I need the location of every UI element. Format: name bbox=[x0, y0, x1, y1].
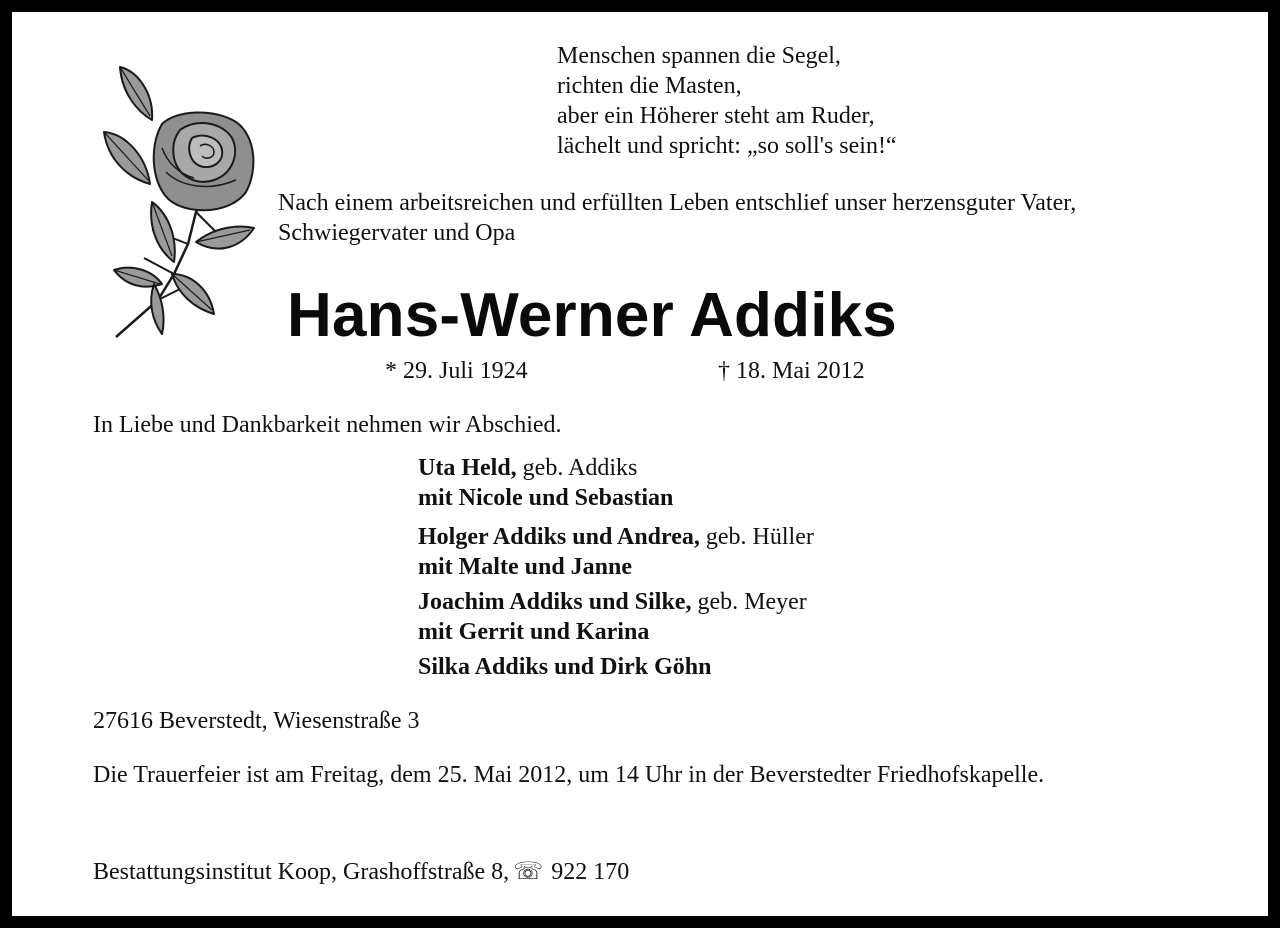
family-maiden-name: geb. Addiks bbox=[522, 455, 638, 481]
obituary-card bbox=[12, 12, 1268, 916]
ceremony-info: Die Trauerfeier ist am Freitag, dem 25. Mai 2012, um 14 Uhr in der Beverstedter Friedhofskapelle. bbox=[93, 762, 1045, 788]
family-name: Uta Held, bbox=[418, 455, 517, 481]
poem-line: Menschen spannen die Segel, bbox=[557, 43, 841, 69]
poem bbox=[557, 41, 897, 161]
poem-line: lächelt und spricht: „so soll's sein!“ bbox=[557, 133, 897, 159]
deceased-name: Hans-Werner Addiks bbox=[287, 281, 897, 350]
family-children: mit Gerrit und Karina bbox=[418, 619, 650, 645]
family-name: Holger Addiks und Andrea, bbox=[418, 524, 700, 550]
family-group bbox=[418, 522, 814, 582]
address: 27616 Beverstedt, Wiesenstraße 3 bbox=[93, 708, 420, 734]
birth-date: * 29. Juli 1924 bbox=[385, 358, 528, 384]
family-children: mit Nicole und Sebastian bbox=[418, 485, 674, 511]
rose-illustration bbox=[96, 52, 266, 342]
family-name: Silka Addiks und Dirk Göhn bbox=[418, 654, 712, 680]
family-name: Joachim Addiks und Silke, bbox=[418, 589, 692, 615]
phone-number: 922 170 bbox=[551, 859, 630, 885]
family-group bbox=[418, 453, 673, 513]
poem-line: richten die Masten, bbox=[557, 73, 742, 99]
poem-line: aber ein Höherer steht am Ruder, bbox=[557, 103, 875, 129]
family-children: mit Malte und Janne bbox=[418, 554, 633, 580]
death-date: † 18. Mai 2012 bbox=[718, 358, 865, 384]
funeral-home bbox=[93, 857, 629, 887]
telephone-icon: ☏ bbox=[513, 859, 544, 885]
family-maiden-name: geb. Meyer bbox=[697, 589, 807, 615]
intro-text: Nach einem arbeitsreichen und erfüllten Leben entschlief unser herzensguter Vater, Schwiegervater und Opa bbox=[278, 190, 1077, 246]
family-group bbox=[418, 652, 712, 682]
family-maiden-name: geb. Hüller bbox=[705, 524, 814, 550]
family-group bbox=[418, 587, 807, 647]
funeral-home-text: Bestattungsinstitut Koop, Grashoffstraße 8, bbox=[93, 859, 510, 885]
farewell-text: In Liebe und Dankbarkeit nehmen wir Abschied. bbox=[93, 412, 562, 438]
